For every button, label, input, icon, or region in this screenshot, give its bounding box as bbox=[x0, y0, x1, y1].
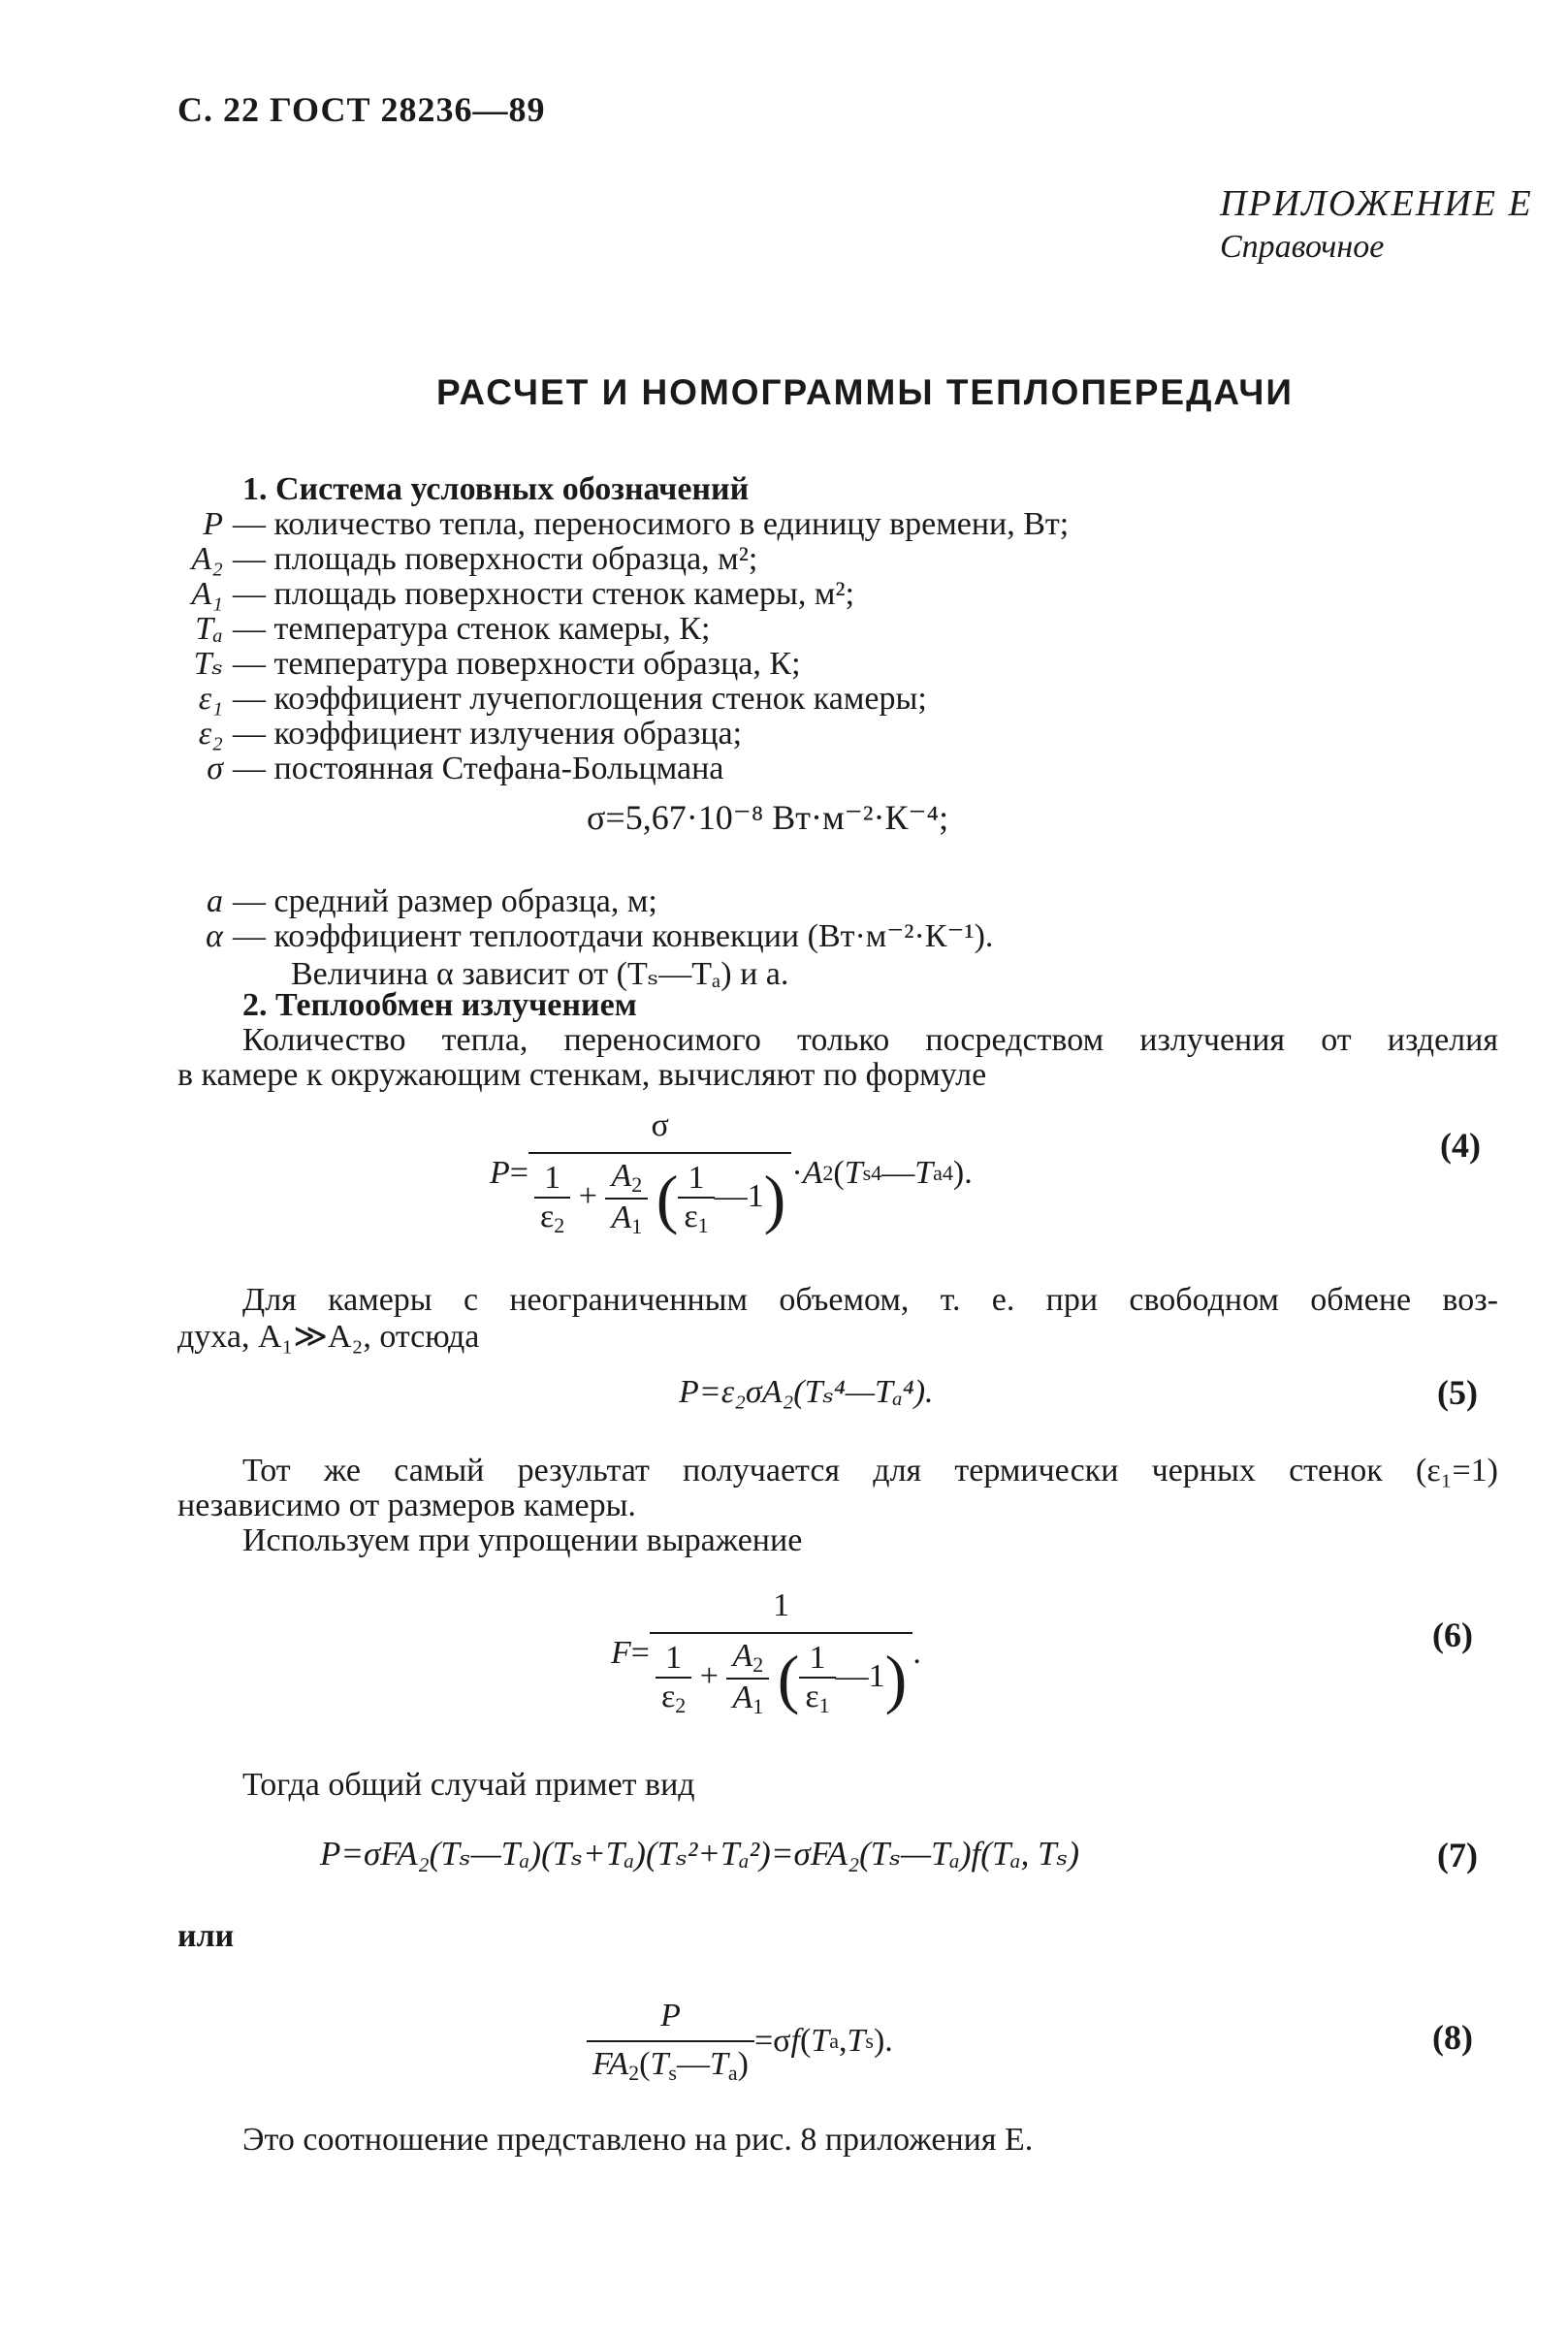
legend-symbol: ε₁ bbox=[198, 681, 223, 717]
legend-item bbox=[165, 682, 1522, 717]
appendix-type: Справочное bbox=[1220, 229, 1385, 265]
legend-list bbox=[165, 507, 1522, 786]
legend-symbol: α bbox=[206, 918, 223, 954]
legend-list-2 bbox=[165, 884, 1522, 954]
legend-symbol: ε₂ bbox=[198, 716, 223, 752]
legend-symbol: Tₐ bbox=[195, 611, 223, 647]
legend-symbol: Tₛ bbox=[193, 646, 223, 682]
section2-para2-line2: духа, A₁≫A₂, отсюда bbox=[177, 1319, 480, 1355]
section2-para4: Используем при упрощении выражение bbox=[242, 1522, 803, 1558]
section2-heading: 2. Теплообмен излучением bbox=[242, 987, 637, 1023]
section2-intro-line2: в камере к окружающим стенкам, вычисляют по формуле bbox=[177, 1057, 987, 1093]
legend-text: — температура поверхности образца, К; bbox=[233, 646, 801, 682]
section2-para5: Тогда общий случай примет вид bbox=[242, 1767, 695, 1803]
equation-8: $\frac{P}{FA_2(T_s—T_a)}$ =σ f ( T a , T s ). bbox=[587, 1988, 893, 2095]
equation-4-number: (4) bbox=[1440, 1126, 1481, 1165]
legend-text: — коэффициент лучепоглощения стенок камеры; bbox=[233, 681, 927, 717]
legend-item bbox=[165, 507, 1522, 542]
section2-para3-line2: независимо от размеров камеры. bbox=[177, 1488, 636, 1523]
legend-text: — постоянная Стефана-Больцмана bbox=[233, 751, 724, 786]
legend-item bbox=[165, 884, 1522, 919]
alpha-note: Величина α зависит от (Tₛ—Tₐ) и a. bbox=[291, 956, 789, 992]
equation-4: P = σ $\frac{1}{\varepsilon_2}$ + $\frac{A_2}{A_1}$ ( $\frac{1}{\varepsilon_1}$ —1) · A 2 ( T s 4 — T a 4 ). bbox=[490, 1107, 973, 1238]
equation-6-number: (6) bbox=[1432, 1616, 1473, 1654]
equation-7: P=σFA₂(Tₛ—Tₐ)(Tₛ+Tₐ)(Tₛ²+Tₐ²)=σFA₂(Tₛ—Tₐ)f(Tₐ, Tₛ) bbox=[320, 1835, 1080, 1873]
closing-text: Это соотношение представлено на рис. 8 приложения Е. bbox=[242, 2122, 1034, 2158]
page-title: РАСЧЕТ И НОМОГРАММЫ ТЕПЛОПЕРЕДАЧИ bbox=[436, 372, 1294, 412]
legend-symbol: a bbox=[207, 883, 223, 919]
legend-text: — площадь поверхности образца, м²; bbox=[233, 541, 758, 577]
equation-6: F = 1 $\frac{1}{\varepsilon_2}$ + $\frac{A_2}{A_1}$ ( $\frac{1}{\varepsilon_1}$ —1) . bbox=[611, 1587, 921, 1718]
equation-5: P=ε₂σA₂(Tₛ⁴—Tₐ⁴). bbox=[679, 1374, 934, 1410]
legend-item bbox=[165, 647, 1522, 682]
legend-symbol: A₂ bbox=[191, 541, 223, 577]
legend-item bbox=[165, 919, 1522, 954]
legend-text: — коэффициент теплоотдачи конвекции (Вт·м⁻²·К⁻¹). bbox=[233, 918, 994, 954]
appendix-label: ПРИЛОЖЕНИЕ Е bbox=[1220, 183, 1533, 224]
equation-5-number: (5) bbox=[1437, 1373, 1478, 1412]
legend-item bbox=[165, 612, 1522, 647]
equation-7-number: (7) bbox=[1437, 1836, 1478, 1874]
section1-heading: 1. Система условных обозначений bbox=[242, 471, 750, 507]
legend-text: — количество тепла, переносимого в единицу времени, Вт; bbox=[233, 506, 1070, 542]
legend-item bbox=[165, 577, 1522, 612]
legend-text: — коэффициент излучения образца; bbox=[233, 716, 743, 752]
legend-item bbox=[165, 542, 1522, 577]
legend-item bbox=[165, 752, 1522, 786]
sigma-value: σ=5,67·10⁻⁸ Вт·м⁻²·К⁻⁴; bbox=[587, 798, 949, 837]
page-header: С. 22 ГОСТ 28236—89 bbox=[177, 90, 546, 129]
legend-symbol: σ bbox=[207, 751, 223, 786]
legend-item bbox=[165, 717, 1522, 752]
legend-text: — температура стенок камеры, К; bbox=[233, 611, 711, 647]
legend-symbol: P bbox=[203, 506, 223, 542]
section2-para3-line1: Тот же самый результат получается для термически черных стенок (ε₁=1) bbox=[242, 1453, 1498, 1489]
section2-para2-line1: Для камеры с неограниченным объемом, т. е. при свободном обмене воз- bbox=[242, 1282, 1498, 1318]
legend-symbol: A₁ bbox=[191, 576, 223, 612]
legend-text: — площадь поверхности стенок камеры, м²; bbox=[233, 576, 855, 612]
section2-intro-line1: Количество тепла, переносимого только посредством излучения от изделия bbox=[242, 1022, 1498, 1058]
or-word: или bbox=[177, 1918, 235, 1954]
legend-text: — средний размер образца, м; bbox=[233, 883, 657, 919]
equation-8-number: (8) bbox=[1432, 2018, 1473, 2057]
